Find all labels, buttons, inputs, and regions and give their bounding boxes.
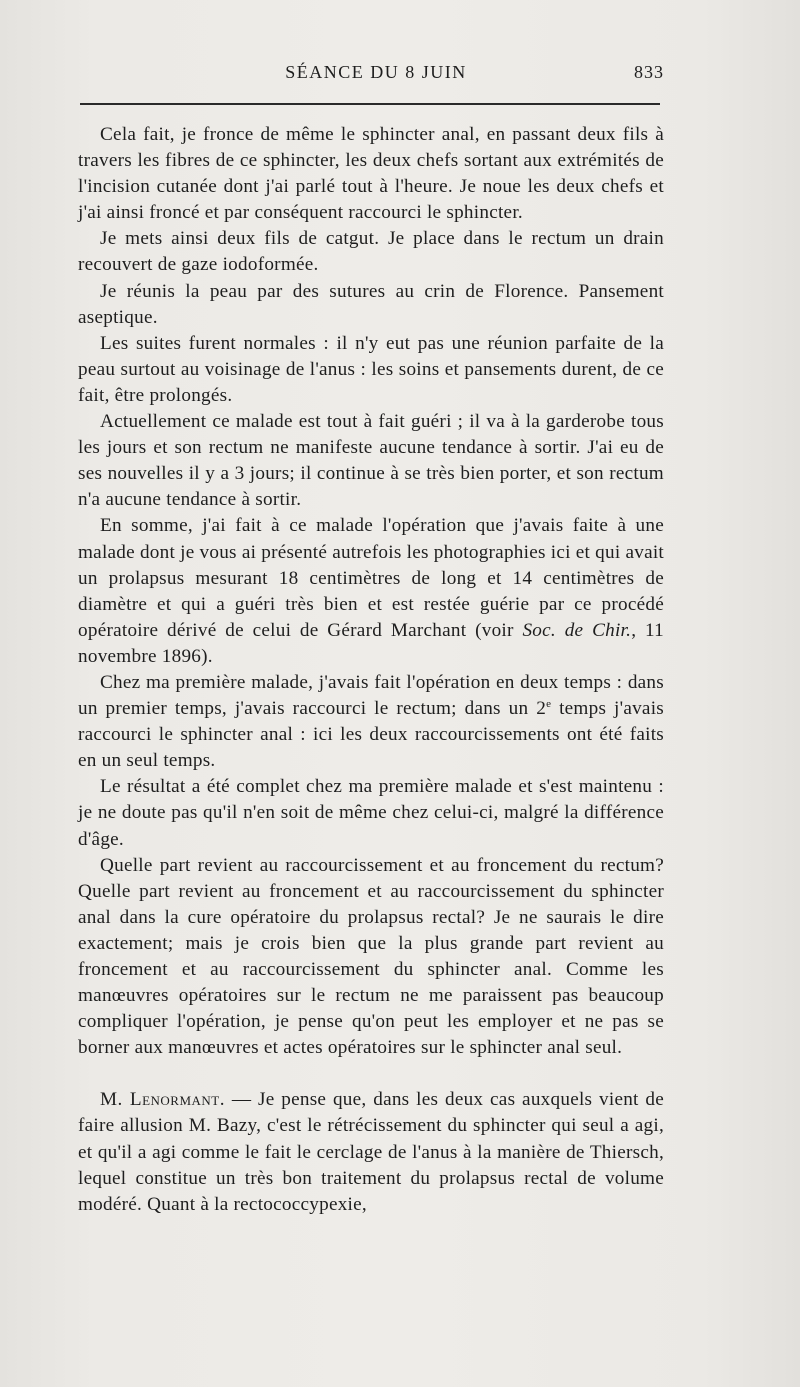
speaker-name: M. Lenormant.: [100, 1089, 226, 1111]
page-header: [78, 62, 664, 88]
ordinal-superscript: e: [546, 698, 552, 711]
paragraph-text: , 11 novembre 1896).: [78, 619, 664, 667]
paragraph: Actuellement ce malade est tout à fait guéri ; il va à la garderobe tous les jours et son rectum ne manifeste aucune tendance à sortir. J'ai eu de ses nouvelles il y a 3 jours; il continue à se très bien porter, et son rectum n'a aucune tendance à sortir.: [78, 411, 664, 511]
paragraph-text: En somme, j'ai fait à ce malade l'opération que j'avais faite à une malade dont je vous ai présenté autrefois les photographies ici et qui avait un prolapsus mesurant 18 centimètres de long et 14 centimètres de diamètre et qui a guéri très bien et est restée guérie par ce procédé opératoire dérivé de celui de Gérard Marchant (voir: [78, 515, 664, 641]
running-title: SÉANCE DU 8 JUIN: [285, 62, 467, 82]
paragraph: Quelle part revient au raccourcissement et au froncement du rectum? Quelle part revient au froncement et au raccourcissement du sphincter anal dans la cure opératoire du prolapsus rectal? Je ne saurais le dire exactement; mais je crois bien que la plus grande part revient au froncement et au raccourcissement du sphincter anal. Comme les manœuvres opératoires sur le rectum ne me paraissent pas beaucoup compliquer l'opération, je pense qu'on peut les employer et ne pas se borner aux manœuvres et actes opératoires sur le sphincter anal seul.: [78, 854, 664, 1059]
speech-paragraph: [78, 1087, 664, 1217]
paragraph: [78, 670, 664, 774]
body-text: [78, 122, 664, 1218]
paragraph: Je réunis la peau par des sutures au crin de Florence. Pansement aseptique.: [78, 280, 664, 328]
paragraph: [78, 513, 664, 670]
paragraph: Le résultat a été complet chez ma première malade et s'est maintenu : je ne doute pas qu'il n'en soit de même chez celui-ci, malgré la différence d'âge.: [78, 776, 664, 850]
journal-citation: Soc. de Chir.: [522, 619, 632, 641]
paragraph: Je mets ainsi deux fils de catgut. Je place dans le rectum un drain recouvert de gaze iodoformée.: [78, 228, 664, 276]
header-rule: [80, 103, 660, 105]
paragraph-text: temps j'avais raccourci le sphincter anal : ici les deux raccourcissements ont été faits en un seul temps.: [78, 698, 664, 772]
paragraph: Cela fait, je fronce de même le sphincter anal, en passant deux fils à travers les fibres de ce sphincter, les deux chefs sortant aux extrémités de l'incision cutanée dont j'ai parlé tout à l'heure. Je noue les deux chefs et j'ai ainsi froncé et par conséquent raccourci le sphincter.: [78, 124, 664, 224]
page-number: 833: [634, 62, 664, 82]
paragraph-text: Chez ma première malade, j'avais fait l'opération en deux temps : dans un premier temps, j'avais raccourci le rectum; dans un 2: [78, 671, 664, 720]
paragraph: Les suites furent normales : il n'y eut pas une réunion parfaite de la peau surtout au voisinage de l'anus : les soins et pansements durent, de ce fait, être prolongés.: [78, 332, 664, 406]
speech-text: — Je pense que, dans les deux cas auxquels vient de faire allusion M. Bazy, c'est le rétrécissement du sphincter qui seul a agi, et qu'il a agi comme le fait le cerclage de l'anus à la manière de Thiersch, lequel constitue un très bon traitement du prolapsus rectal de volume modéré. Quant à la rectococcypexie,: [78, 1089, 664, 1215]
